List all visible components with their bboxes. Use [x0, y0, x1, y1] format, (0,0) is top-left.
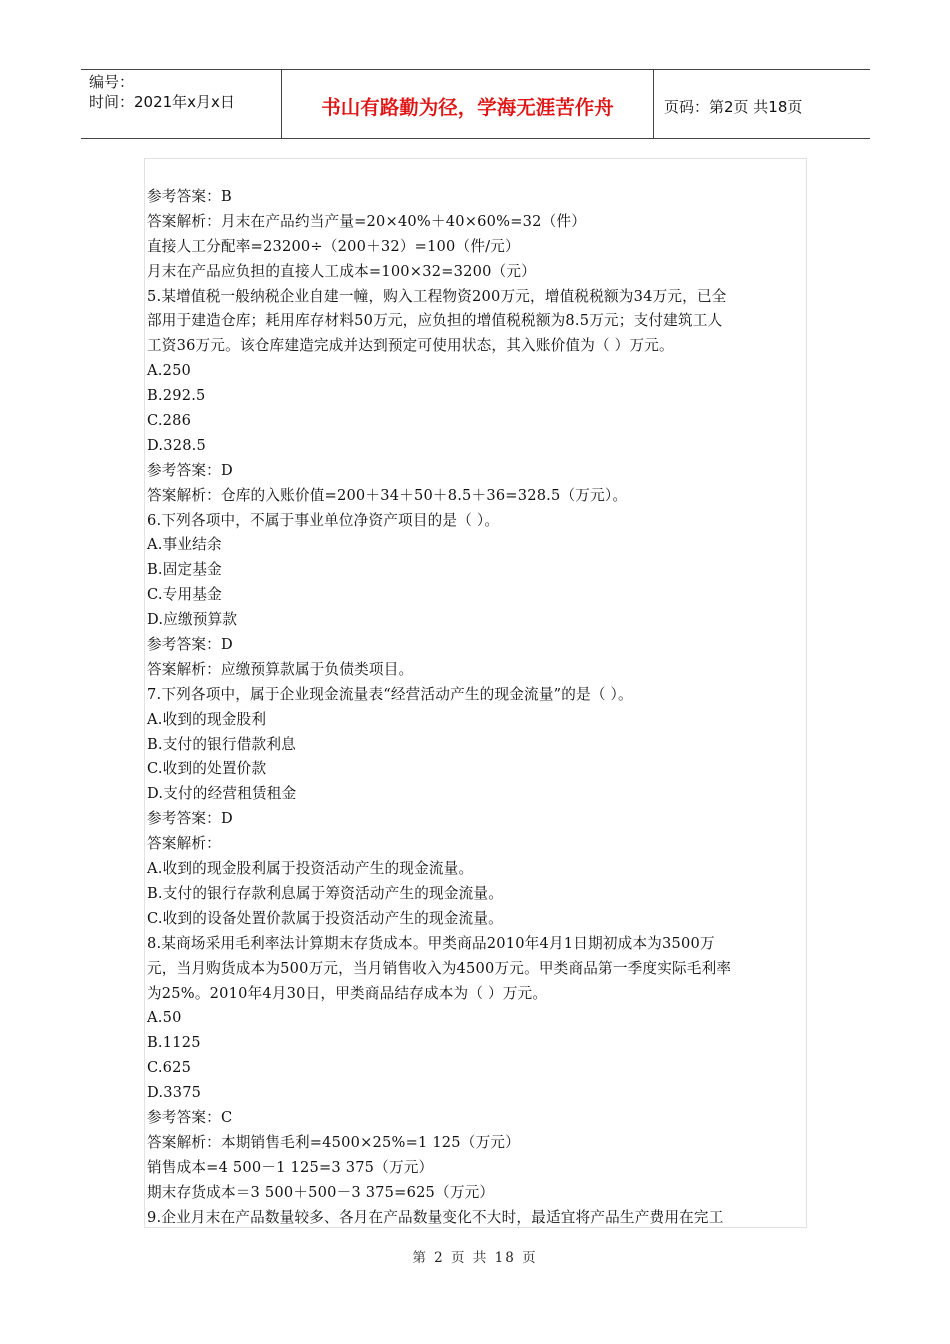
- text-line: 月末在产品应负担的直接人工成本=100×32=3200（元）: [147, 262, 536, 280]
- text-line: 答案解析：应缴预算款属于负债类项目。: [147, 660, 414, 678]
- text-line: A.收到的现金股利: [147, 710, 267, 728]
- text-line: B.固定基金: [147, 561, 222, 579]
- text-line: A.事业结余: [147, 536, 222, 554]
- text-lines: [147, 185, 802, 1228]
- text-line: 部用于建造仓库；耗用库存材料50万元，应负担的增值税税额为8.5万元；支付建筑工人: [147, 312, 723, 330]
- text-line: B.支付的银行存款利息属于筹资活动产生的现金流量。: [147, 884, 504, 902]
- page-header: [81, 69, 870, 139]
- text-line: 参考答案：D: [147, 636, 233, 654]
- text-line: B.1125: [147, 1034, 201, 1052]
- text-line: C.专用基金: [147, 586, 222, 604]
- text-line: C.收到的设备处置价款属于投资活动产生的现金流量。: [147, 909, 503, 927]
- text-line: D.328.5: [147, 436, 206, 454]
- text-line: 直接人工分配率=23200÷（200＋32）=100（件/元）: [147, 237, 520, 255]
- text-line: 参考答案：B: [147, 188, 232, 205]
- document-body: [144, 158, 807, 1228]
- text-line: 6.下列各项中，不属于事业单位净资产项目的是（ ）。: [147, 511, 500, 529]
- text-line: 参考答案：C: [147, 1108, 233, 1126]
- header-motto: 书山有路勤为径，学海无涯苦作舟: [282, 70, 654, 138]
- text-line: B.292.5: [147, 387, 206, 405]
- text-line: D.3375: [147, 1084, 202, 1102]
- document-date: 时间：2021年x月x日: [89, 93, 235, 111]
- document-number-label: 编号：: [89, 73, 135, 91]
- text-line: 工资36万元。该仓库建造完成并达到预定可使用状态，其入账价值为（ ）万元。: [147, 337, 674, 355]
- text-line: 答案解析：月末在产品约当产量=20×40%＋40×60%=32（件）: [147, 212, 586, 230]
- text-line: 期末存货成本＝3 500＋500－3 375=625（万元）: [147, 1183, 495, 1201]
- text-line: 参考答案：D: [147, 810, 233, 828]
- text-line: 8.某商场采用毛利率法计算期末存货成本。甲类商品2010年4月1日期初成本为3500万: [147, 934, 715, 952]
- text-line: 7.下列各项中，属于企业现金流量表“经营活动产生的现金流量”的是（ ）。: [147, 685, 633, 703]
- text-line: C.625: [147, 1059, 192, 1077]
- text-line: 答案解析：: [147, 835, 221, 853]
- text-line: B.支付的银行借款利息: [147, 735, 296, 753]
- text-line: A.收到的现金股利属于投资活动产生的现金流量。: [147, 860, 474, 878]
- text-line: C.收到的处置价款: [147, 760, 267, 778]
- text-line: 答案解析：仓库的入账价值=200＋34＋50＋8.5＋36=328.5（万元）。: [147, 486, 628, 504]
- header-page-info: 页码：第2页 共18页: [664, 97, 803, 116]
- page-footer: 第 2 页 共 18 页: [412, 1250, 538, 1266]
- text-line: 答案解析：本期销售毛利=4500×25%=1 125（万元）: [147, 1133, 520, 1151]
- text-line: D.支付的经营租赁租金: [147, 785, 297, 803]
- text-line: 9.企业月末在产品数量较多、各月在产品数量变化不大时，最适宜将产品生产费用在完工: [147, 1208, 724, 1226]
- text-line: 元，当月购货成本为500万元，当月销售收入为4500万元。甲类商品第一季度实际毛利率: [147, 959, 732, 977]
- text-line: 5.某增值税一般纳税企业自建一幢，购入工程物资200万元，增值税税额为34万元，已全: [147, 287, 727, 305]
- text-line: 为25%。2010年4月30日，甲类商品结存成本为（ ）万元。: [147, 984, 548, 1002]
- text-line: A.250: [147, 362, 192, 380]
- text-line: 参考答案：D: [147, 461, 233, 479]
- header-meta: [81, 70, 282, 138]
- text-line: C.286: [147, 412, 192, 430]
- text-line: 销售成本=4 500－1 125=3 375（万元）: [147, 1158, 434, 1176]
- text-line: D.应缴预算款: [147, 611, 238, 629]
- text-line: A.50: [147, 1009, 182, 1027]
